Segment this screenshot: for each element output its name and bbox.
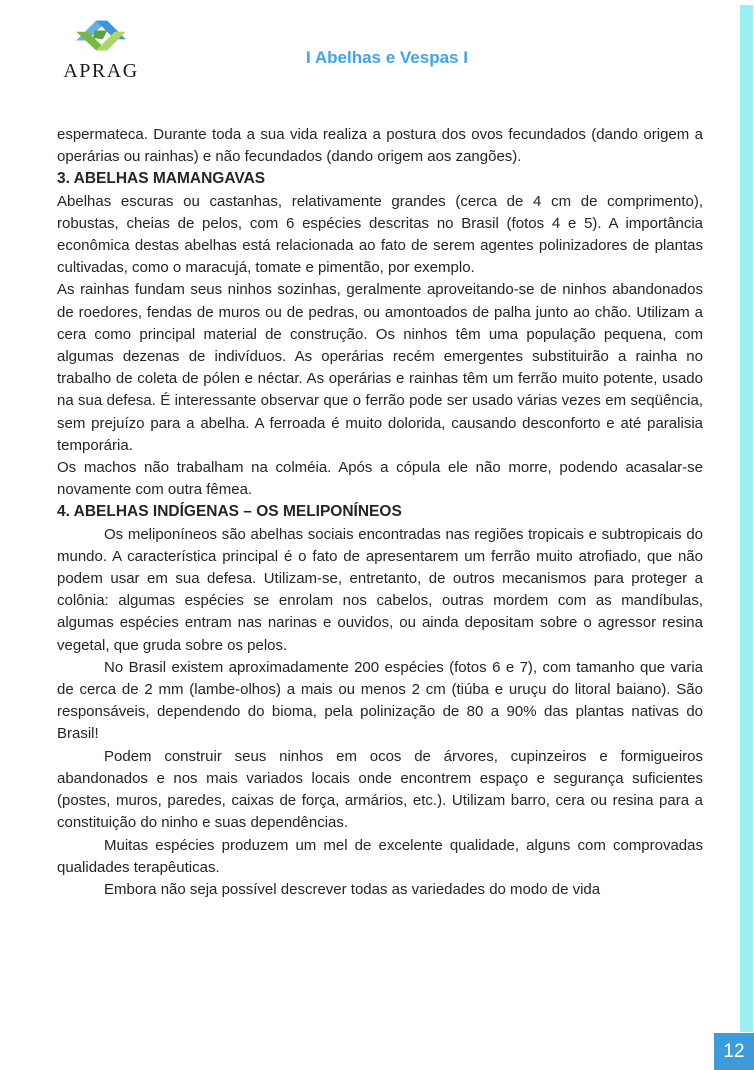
right-edge-stripe — [740, 5, 753, 1032]
section-heading-mamangavas: 3. ABELHAS MAMANGAVAS — [57, 170, 266, 188]
paragraph-nest-locations: Podem construir seus ninhos em ocos de árvores, cupinzeiros e formigueiros abandonados e nos mais variados locais onde encontrem espaço e segurança suficientes (postes, muros, paredes, caixas de força, armários, etc.). Utilizam barro, cera ou resina para a constituição do ninho e suas dependências. — [57, 747, 703, 832]
paragraph-queens-nests: As rainhas fundam seus ninhos sozinhas, geralmente aproveitando-se de ninhos abandonados de roedores, fendas de muros ou de pedras, ou amontoados de palha junto ao chão. Utilizam a cera como principal material de construção. Os ninhos têm uma população pequena, com algumas dezenas de indivíduos. As operárias recém emergentes substituirão a rainha no trabalho de coleta de pólen e néctar. As operárias e rainhas têm um ferrão muito potente, usado na sua defesa. É interessante observar que o ferrão pode ser usado várias vezes em seqüência, sem prejuízo para a abelha. A ferroada é muito dolorida, causando desconforto e até paralisia temporária. — [57, 281, 703, 454]
document-body — [57, 124, 703, 901]
paragraph-meliponineos-description: Os meliponíneos são abelhas sociais encontradas nas regiões tropicais e subtropicais do mundo. A característica principal é o fato de apresentarem um ferrão muito atrofiado, que não podem usar em sua defesa. Utilizam-se, entretanto, de outros mecanismos para proteger a colônia: algumas espécies se enrolam nos cabelos, outras mordem com as mandíbulas, algumas espécies entram nas narinas e ouvidos, ou ainda depositam sobre o agressor resina vegetal, que gruda sobre os pelos. — [57, 525, 703, 654]
paragraph-males: Os machos não trabalham na colméia. Após a cópula ele não morre, podendo acasalar-se novamente com outra fêmea. — [57, 459, 703, 499]
page-number: 12 — [723, 1040, 745, 1062]
paragraph-spermatheca: espermateca. Durante toda a sua vida realiza a postura dos ovos fecundados (dando origem a operárias ou rainhas) e não fecundados (dando origem aos zangões). — [57, 126, 703, 166]
page-header-title: I Abelhas e Vespas I — [306, 48, 468, 67]
aprag-logo-text: APRAG — [63, 60, 139, 82]
section-heading-meliponineos: 4. ABELHAS INDÍGENAS – OS MELIPONÍNEOS — [57, 503, 402, 521]
paragraph-brazil-species: No Brasil existem aproximadamente 200 espécies (fotos 6 e 7), com tamanho que varia de cerca de 2 mm (lambe-olhos) a mais ou menos 2 cm (tiúba e uruçu do litoral baiano). São responsáveis, dependendo do bioma, pela polinização de 80 a 90% das plantas nativas do Brasil! — [57, 658, 703, 743]
paragraph-honey-quality: Muitas espécies produzem um mel de excelente qualidade, alguns com comprovadas qualidades terapêuticas. — [57, 836, 703, 876]
paragraph-mamangavas-description: Abelhas escuras ou castanhas, relativamente grandes (cerca de 4 cm de comprimento), robustas, cheias de pelos, com 6 espécies descritas no Brasil (fotos 4 e 5). A importância econômica destas abelhas está relacionada ao fato de serem agentes polinizadores de plantas cultivadas, como o maracujá, tomate e pimentão, por exemplo. — [57, 192, 703, 277]
paragraph-embora: Embora não seja possível descrever todas as variedades do modo de vida — [104, 880, 601, 898]
page-number-badge — [714, 1033, 754, 1070]
